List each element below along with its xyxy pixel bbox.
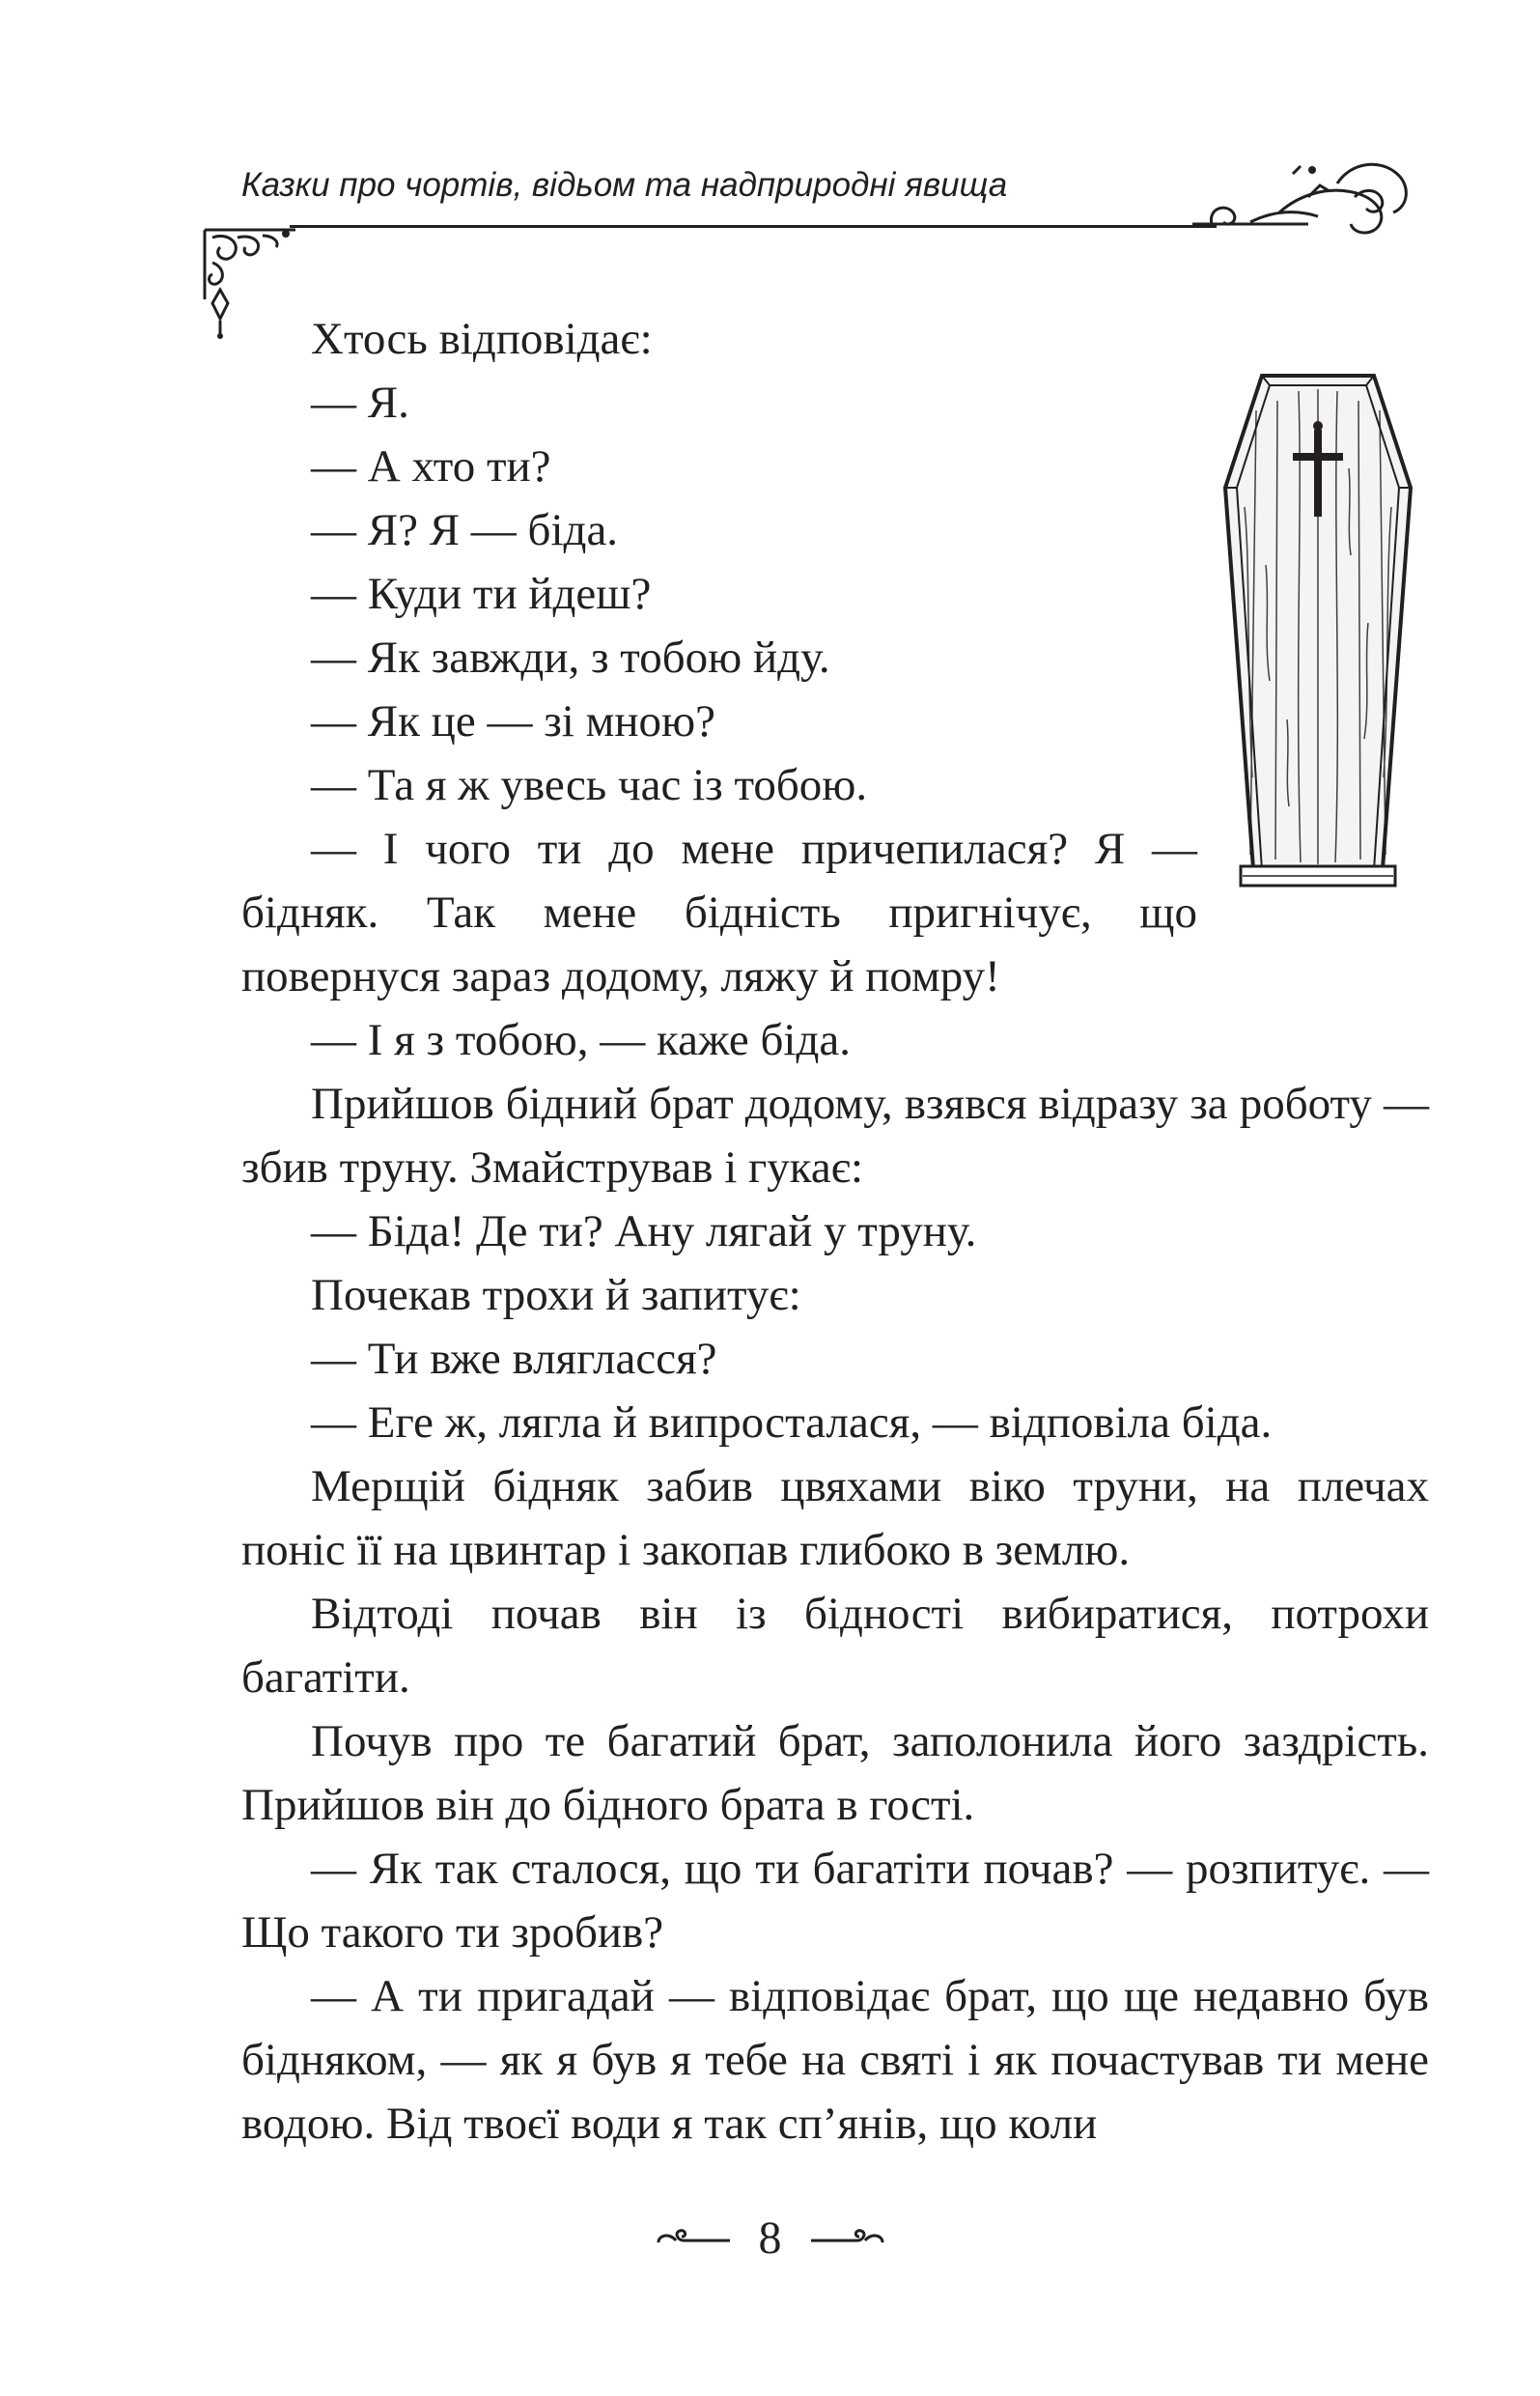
paragraph: Хтось відповідає: [311, 314, 653, 364]
header-rule [290, 225, 1217, 228]
paragraph: — І чого ти до мене причепилася? Я — бідняк. Так мене бідність пригнічує, що повернуся зараз додому, ляжу й помру! [241, 824, 1197, 1001]
paragraph: — Як завжди, з тобою йду. [311, 633, 830, 683]
paragraph: — І я з тобою, — каже біда. [311, 1015, 851, 1065]
paragraph: — Ти вже влягласся? [311, 1334, 717, 1384]
paragraph: — А ти пригадай — відповідає брат, що ще недавно був бідняком, — як я був я тебе на святі і як почастував ти мене водою. Від твоєї води я так сп’янів, що коли [241, 1971, 1429, 2149]
running-title: Казки про чортів, відьом та надприродні явища [241, 166, 1008, 204]
paragraph: — Та я ж увесь час із тобою. [311, 760, 868, 810]
story-text [241, 307, 1429, 2156]
paragraph: — Як це — зі мною? [311, 696, 715, 747]
paragraph: — А хто ти? [311, 441, 551, 492]
paragraph: — Я. [311, 378, 409, 428]
paragraph: — Я? Я — біда. [311, 505, 619, 555]
paragraph: Почекав трохи й запитує: [311, 1270, 801, 1320]
paragraph: — Як так сталося, що ти багатіти почав? — розпитує. — Що такого ти зробив? [241, 1844, 1429, 1958]
paragraph: — Еге ж, лягла й випросталася, — відповіла біда. [311, 1397, 1273, 1448]
paragraph: — Куди ти йдеш? [311, 569, 652, 619]
paragraph: Відтоді почав він із бідності вибиратися, потрохи багатіти. [241, 1589, 1429, 1703]
paragraph: Прийшов бідний брат додому, взявся відразу за роботу — збив труну. Змайстрував і гукає: [241, 1079, 1429, 1193]
page-footer [0, 2212, 1540, 2265]
paragraph: Почув про те багатий брат, заполонила його заздрість. Прийшов він до бідного брата в гості. [241, 1716, 1429, 1830]
left-swirl-icon [655, 2227, 732, 2250]
right-swirl-icon [809, 2227, 886, 2250]
header-flourish-icon [1192, 155, 1424, 241]
paragraph: Мерщій бідняк забив цвяхами віко труни, на плечах поніс її на цвинтар і закопав глибоко в землю. [241, 1461, 1429, 1575]
paragraph: — Біда! Де ти? Ану лягай у труну. [311, 1206, 977, 1256]
page-number: 8 [758, 2213, 782, 2264]
